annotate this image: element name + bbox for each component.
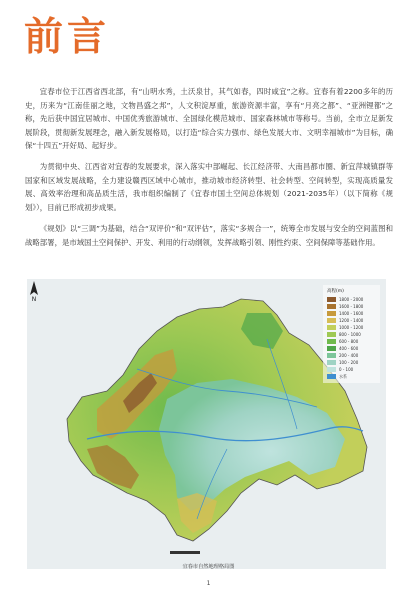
legend-swatch [327,339,336,344]
legend-label: 1600 - 1800 [339,304,364,309]
legend-label: 800 - 1000 [339,332,361,337]
page-title: 前言 [24,15,111,60]
legend-swatch [327,318,336,323]
legend-item [327,303,377,310]
legend-item [327,345,377,352]
legend-swatch [327,325,336,330]
legend-label: 400 - 600 [339,346,359,351]
intro-paragraph-3: 《规划》以“三调”为基础，结合“双评价”和“双评估”，落实“多规合一”，统筹全市发展与安全的空间蓝图和战略部署，是市域国土空间保护、开发、利用的行动纲领，发挥战略引领、刚性约束、空间保障等基础作用。 [25,224,393,247]
legend-label: 0 - 100 [339,367,354,372]
legend-swatch [327,353,336,358]
legend-swatch [327,360,336,365]
legend-item [327,366,377,373]
legend-swatch [327,311,336,316]
legend-item [327,296,377,303]
legend-item [327,324,377,331]
intro-paragraph-1: 宜春市位于江西省西北部，有“山明水秀，土沃泉甘，其气如春，四时咸宜”之称。宜春有着2200多年的历史，历来为“江南佳丽之地，文物昌盛之邦”，人文积淀厚重，旅游资源丰富，享有“月亮之都”、“亚洲锂都”之称，先后获中国宜居城市、中国优秀旅游城市、全国绿化模范城市、国家森林城市等称号。当前，全市立足新发展阶段，贯彻新发展理念，融入新发展格局，以打造“综合实力强市、绿色发展大市、文明幸福城市”为目标，确保“十四五”开好局、起好步。 [25,87,393,151]
legend-swatch [327,304,336,309]
legend-item [327,310,377,317]
legend-swatch [327,367,336,372]
map-legend [323,285,380,383]
legend-label: 600 - 800 [339,339,359,344]
legend-item [327,317,377,324]
intro-paragraph-2: 为贯彻中央、江西省对宜春的发展要求，深入落实中部崛起、长江经济带、大南昌都市圈、新宜萍城镇群等国家和区域发展战略，全力建设赣西区域中心城市，推动城市经济转型、社会转型、空间转型，实现高质量发展、高效率治理和高品质生活，我市组织编制了《宜春市国土空间总体规划（2021-2035年）（以下简称《规划》），目前已形成初步成果。 [25,162,393,212]
legend-item [327,359,377,366]
page-number: 1 [206,580,211,587]
legend-swatch [327,332,336,337]
legend-swatch [327,297,336,302]
legend-label: 100 - 200 [339,360,359,365]
legend-label: 1200 - 1400 [339,318,364,323]
legend-item [327,331,377,338]
legend-label: 200 - 400 [339,353,359,358]
legend-label: 1000 - 1200 [339,325,364,330]
north-arrow-icon [27,279,41,301]
map-caption: 宜春市自然地理格局图 [182,564,235,570]
legend-label: 水系 [339,374,347,379]
terrain-map [27,279,386,569]
scale-bar [170,551,200,554]
legend-label: 1800 - 2000 [339,297,364,302]
legend-swatch [327,346,336,351]
legend-item [327,338,377,345]
legend-item [327,373,377,380]
legend-item [327,352,377,359]
legend-swatch [327,374,336,379]
north-label: N [31,296,37,301]
legend-label: 1400 - 1600 [339,311,364,316]
legend-title: 高程(m) [327,289,344,294]
